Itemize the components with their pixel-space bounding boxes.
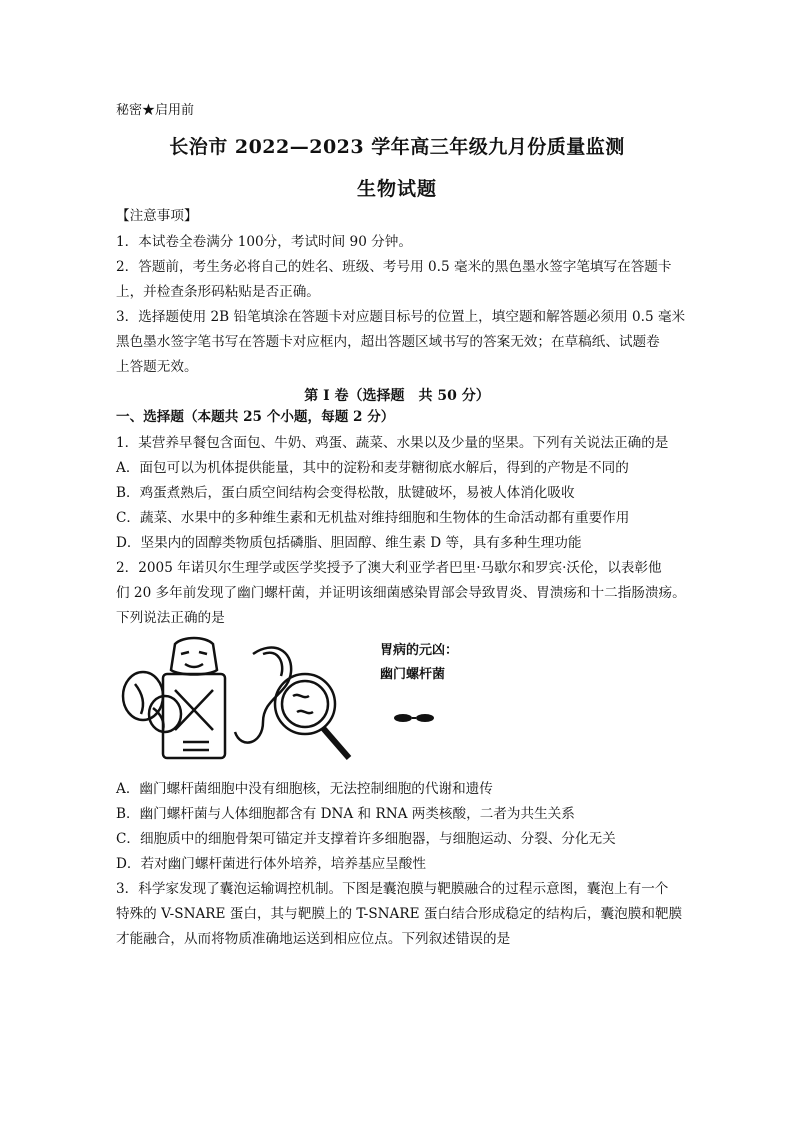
question-2-option-b: B．幽门螺杆菌与人体细胞都含有 DNA 和 RNA 两类核酸，二者为共生关系 bbox=[116, 806, 575, 822]
question-3-stem: 才能融合，从而将物质准确地运送到相应位点。下列叙述错误的是 bbox=[116, 931, 511, 947]
question-2-option-a: A．幽门螺杆菌细胞中没有细胞核，无法控制细胞的代谢和遗传 bbox=[116, 781, 493, 797]
figure-caption-line: 幽门螺杆菌 bbox=[380, 667, 446, 682]
confidential-label: 秘密★启用前 bbox=[116, 103, 195, 118]
exam-subject: 生物试题 bbox=[356, 178, 437, 200]
notes-line: 上，并检查条形码粘贴是否正确。 bbox=[116, 284, 320, 300]
question-3-stem: 3．科学家发现了囊泡运输调控机制。下图是囊泡膜与靶膜融合的过程示意图，囊泡上有一个 bbox=[116, 881, 669, 897]
notes-heading: 【注意事项】 bbox=[116, 208, 198, 224]
notes-line: 黑色墨水签字笔书写在答题卡对应框内，超出答题区域书写的答案无效；在草稿纸、试题卷 bbox=[116, 334, 660, 350]
exam-title: 长治市 2022—2023 学年高三年级九月份质量监测 bbox=[169, 136, 625, 158]
question-2-stem: 下列说法正确的是 bbox=[116, 610, 225, 626]
figure-caption bbox=[380, 639, 458, 687]
notes-line: 3．选择题使用 2B 铅笔填涂在答题卡对应题目标号的位置上，填空题和解答题必须用 0.5 毫米 bbox=[116, 309, 686, 325]
figure-caption-line: 胃病的元凶： bbox=[380, 643, 459, 658]
question-2-option-d: D．若对幽门螺杆菌进行体外培养，培养基应呈酸性 bbox=[116, 856, 426, 872]
question-2-stem: 2．2005 年诺贝尔生理学或医学奖授予了澳大利亚学者巴里·马歇尔和罗宾·沃伦，以表彰他 bbox=[116, 560, 662, 576]
question-3-stem: 特殊的 V-SNARE 蛋白，其与靶膜上的 T-SNARE 蛋白结合形成稳定的结构后，囊泡膜和靶膜 bbox=[116, 906, 683, 922]
notes-line: 2．答题前，考生务必将自己的姓名、班级、考号用 0.5 毫米的黑色墨水签字笔填写在答题卡 bbox=[116, 259, 672, 275]
section-title: 第 I 卷（选择题 共 50 分） bbox=[304, 388, 490, 404]
notes-line: 上答题无效。 bbox=[116, 359, 198, 375]
question-1-option-d: D．坚果内的固醇类物质包括磷脂、胆固醇、维生素 D 等，具有多种生理功能 bbox=[116, 535, 582, 551]
question-1-option-c: C．蔬菜、水果中的多种维生素和无机盐对维持细胞和生物体的生命活动都有重要作用 bbox=[116, 510, 630, 526]
notes-line: 1．本试卷全卷满分 100分，考试时间 90 分钟。 bbox=[116, 234, 412, 250]
question-1-option-b: B．鸡蛋煮熟后，蛋白质空间结构会变得松散，肽键破坏，易被人体消化吸收 bbox=[116, 485, 575, 501]
question-1-option-a: A．面包可以为机体提供能量，其中的淀粉和麦芽糖彻底水解后，得到的产物是不同的 bbox=[116, 460, 629, 476]
question-1-stem: 1．某营养早餐包含面包、牛奶、鸡蛋、蔬菜、水果以及少量的坚果。下列有关说法正确的是 bbox=[116, 435, 669, 451]
section-heading: 一、选择题（本题共 25 个小题，每题 2 分） bbox=[116, 409, 395, 425]
question-2-option-c: C．细胞质中的细胞骨架可锚定并支撑着许多细胞器，与细胞运动、分裂、分化无关 bbox=[116, 831, 616, 847]
question-2-stem: 们 20 多年前发现了幽门螺杆菌，并证明该细菌感染胃部会导致胃炎、胃溃疡和十二指肠溃疡。 bbox=[116, 585, 686, 601]
